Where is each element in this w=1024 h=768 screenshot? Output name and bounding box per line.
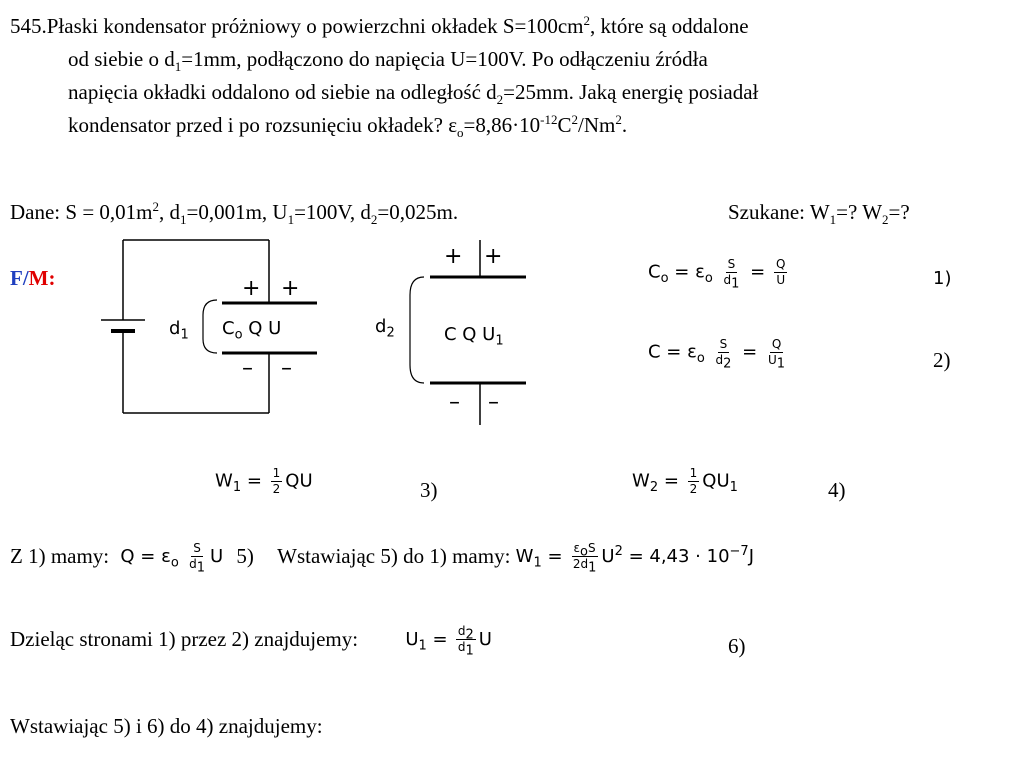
equation-1: $C_o = \varepsilon_o$ $\frac{S}{d_1}$ = $\frac{Q}{U}$ bbox=[648, 257, 786, 292]
problem-line-2: od siebie o d bbox=[68, 47, 175, 71]
left-capacitor-label: $C_o$ Q U bbox=[222, 318, 282, 343]
given-data: Dane: $S = 0,01m^2$, $d_1=0,001m$, $U_1=100V$, $d_2=0,025m$. bbox=[10, 199, 459, 228]
minus-left-1: – bbox=[242, 356, 253, 381]
derivation-line-6: Dzieląc stronami 1) przez 2) znajdujemy: $U_1$ = $\frac{d_2}{d_1}$ U bbox=[10, 624, 492, 659]
sought-data: Szukane: $W_1=$? $W_2=$? bbox=[728, 200, 910, 228]
circuit-left bbox=[95, 235, 335, 420]
d1-label: $d_1$ bbox=[169, 318, 189, 343]
plus-left-2: + bbox=[281, 276, 300, 301]
equation-1-number: 1) bbox=[933, 268, 952, 289]
right-capacitor-label: C Q $U_1$ bbox=[444, 324, 504, 349]
fm-label: F/M: bbox=[10, 266, 56, 290]
minus-right-1: – bbox=[449, 390, 460, 415]
equation-6-number: 6) bbox=[728, 634, 746, 658]
derivation-line-5: Z 1) mamy: $Q = \varepsilon_o$ $\frac{S}{d_1}$ U 5) Wstawiając 5) do 1) mamy: $W_1$ = $\frac{\varepsilon_oS}{2d_1}$ $U^2 = 4,43 \cdot 10^{-7}J$ bbox=[10, 541, 755, 576]
problem-line-4: kondensator przed i po rozsunięciu okładek? ε bbox=[68, 113, 458, 137]
equation-4: $W_2$ = $\frac{1}{2}$ $QU_1$ bbox=[632, 466, 738, 496]
problem-line-1: Płaski kondensator próżniowy o powierzchni okładek S=100cm bbox=[46, 14, 584, 38]
d2-label: $d_2$ bbox=[375, 316, 395, 341]
problem-text: 545.Płaski kondensator próżniowy o powierzchni okładek $S=100cm^2$, które są oddalone od siebie o $d_1=1mm$, podłączono do napięcia U=100V. Po odłączeniu źródła napięcia okładki oddalono od siebie na odległość $d_2=25mm$. Jaką energię posiadał kondensator przed i po rozsunięciu okładek? $\varepsilon_o=8,86\cdot 10^{-12}C^2/Nm^2$. bbox=[10, 13, 759, 141]
equation-3: $W_1$ = $\frac{1}{2}$ QU bbox=[215, 466, 313, 496]
equation-4-number: 4) bbox=[828, 478, 846, 502]
plus-left-1: + bbox=[242, 276, 261, 301]
derivation-line-7: Wstawiając 5) i 6) do 4) znajdujemy: bbox=[10, 714, 323, 738]
equation-2: $C = \varepsilon_o$ $\frac{S}{d_2}$ = $\frac{Q}{U_1}$ bbox=[648, 337, 786, 372]
problem-number: 545. bbox=[10, 14, 47, 38]
minus-right-2: – bbox=[488, 390, 499, 415]
problem-line-3: napięcia okładki oddalono od siebie na odległość d bbox=[68, 80, 497, 104]
plus-right-2: + bbox=[484, 244, 503, 269]
equation-3-number: 3) bbox=[420, 478, 438, 502]
equation-2-number: 2) bbox=[933, 348, 951, 372]
plus-right-1: + bbox=[444, 244, 463, 269]
minus-left-2: – bbox=[281, 356, 292, 381]
